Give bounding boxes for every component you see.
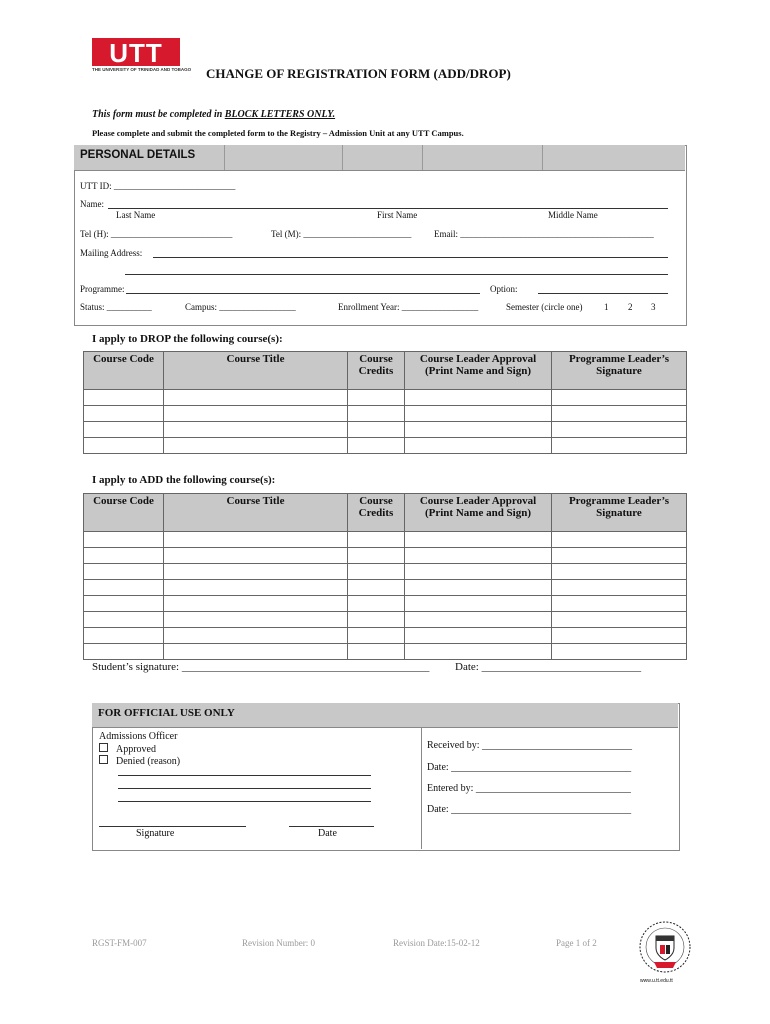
officer-date-line[interactable] (289, 826, 374, 827)
drop-courses-table (83, 351, 687, 454)
add-row (84, 548, 687, 564)
table-cell[interactable] (405, 628, 552, 644)
table-cell[interactable] (348, 644, 405, 660)
admissions-officer-label: Admissions Officer (99, 731, 178, 742)
form-code: RGST-FM-007 (92, 938, 147, 948)
entered-date-field[interactable]: Date: ____________________________________ (427, 804, 632, 815)
table-cell[interactable] (552, 564, 687, 580)
tel-home-field[interactable]: Tel (H): ___________________________ (80, 229, 233, 239)
table-cell[interactable] (552, 548, 687, 564)
utt-logo-subtitle: THE UNIVERSITY OF TRINIDAD AND TOBAGO (92, 67, 192, 72)
table-cell[interactable] (552, 532, 687, 548)
denied-option[interactable] (99, 755, 180, 767)
submit-instructions: Please complete and submit the completed form to the Registry – Admission Unit at any UTT Campus. (92, 128, 464, 138)
table-cell[interactable] (552, 422, 687, 438)
semester-option-2[interactable]: 2 (628, 302, 633, 312)
table-cell[interactable] (405, 390, 552, 406)
table-cell[interactable] (348, 596, 405, 612)
name-field[interactable] (108, 208, 668, 209)
revision-date: Revision Date:15-02-12 (393, 938, 480, 948)
option-label: Option: (490, 284, 518, 294)
table-cell[interactable] (348, 564, 405, 580)
table-cell[interactable] (84, 596, 164, 612)
table-cell[interactable] (164, 438, 348, 454)
form-title: CHANGE OF REGISTRATION FORM (ADD/DROP) (206, 66, 511, 81)
received-by-field[interactable]: Received by: ______________________________ (427, 740, 632, 751)
last-name-caption: Last Name (116, 210, 156, 220)
add-row (84, 580, 687, 596)
add-row (84, 596, 687, 612)
table-cell[interactable] (84, 644, 164, 660)
entered-by-field[interactable]: Entered by: _______________________________ (427, 783, 631, 794)
revision-number: Revision Number: 0 (242, 938, 315, 948)
first-name-caption: First Name (377, 210, 418, 220)
table-cell[interactable] (405, 596, 552, 612)
seal-emblem-icon (636, 918, 694, 980)
add-row (84, 532, 687, 548)
received-date-field[interactable]: Date: ____________________________________ (427, 762, 632, 773)
table-cell[interactable] (84, 564, 164, 580)
email-field[interactable]: Email: ___________________________________________ (434, 229, 654, 239)
officer-signature-line[interactable] (99, 826, 246, 827)
signature-caption: Signature (136, 828, 175, 839)
table-cell[interactable] (164, 612, 348, 628)
table-cell[interactable] (552, 438, 687, 454)
table-cell[interactable] (164, 548, 348, 564)
denied-reason-line-1[interactable] (118, 775, 371, 776)
table-cell[interactable] (164, 644, 348, 660)
table-cell[interactable] (84, 390, 164, 406)
drop-col-course-title: Course Title (164, 352, 348, 390)
table-cell[interactable] (405, 532, 552, 548)
table-cell[interactable] (405, 612, 552, 628)
checkbox-icon[interactable] (99, 755, 108, 764)
add-col-programme-leader-signature: Programme Leader’s Signature (552, 494, 687, 532)
date-caption: Date (318, 828, 337, 839)
approved-label: Approved (116, 744, 156, 755)
table-cell[interactable] (405, 564, 552, 580)
add-row (84, 612, 687, 628)
add-courses-table (83, 493, 687, 660)
semester-option-3[interactable]: 3 (651, 302, 656, 312)
table-cell[interactable] (164, 596, 348, 612)
drop-col-course-leader-approval: Course Leader Approval (Print Name and Sign) (405, 352, 552, 390)
mailing-address-field[interactable] (153, 257, 668, 258)
add-col-course-code: Course Code (84, 494, 164, 532)
table-cell[interactable] (164, 406, 348, 422)
table-cell[interactable] (552, 644, 687, 660)
table-cell[interactable] (164, 390, 348, 406)
programme-label: Programme: (80, 284, 125, 294)
table-cell[interactable] (405, 406, 552, 422)
drop-col-programme-leader-signature: Programme Leader’s Signature (552, 352, 687, 390)
table-cell[interactable] (552, 596, 687, 612)
checkbox-icon[interactable] (99, 743, 108, 752)
drop-col-course-code: Course Code (84, 352, 164, 390)
table-cell[interactable] (348, 422, 405, 438)
utt-id-field[interactable]: UTT ID: ___________________________ (80, 181, 236, 191)
name-label: Name: (80, 199, 104, 209)
middle-name-caption: Middle Name (548, 210, 598, 220)
table-cell[interactable] (348, 406, 405, 422)
block-letters-note: This form must be completed in BLOCK LETTERS ONLY. (92, 109, 336, 120)
personal-details-heading: PERSONAL DETAILS (80, 149, 196, 161)
official-use-header (92, 703, 678, 728)
table-cell[interactable] (164, 580, 348, 596)
drop-row (84, 390, 687, 406)
table-cell[interactable] (552, 580, 687, 596)
table-cell[interactable] (84, 548, 164, 564)
student-signature-field[interactable]: Student’s signature: _____________________________________________ (92, 661, 430, 673)
denied-reason-line-2[interactable] (118, 788, 371, 789)
denied-label: Denied (reason) (116, 756, 181, 767)
page-number: Page 1 of 2 (556, 938, 597, 948)
table-cell[interactable] (348, 438, 405, 454)
table-cell[interactable] (84, 422, 164, 438)
table-cell[interactable] (552, 612, 687, 628)
semester-label: Semester (circle one) (506, 302, 583, 312)
table-cell[interactable] (348, 548, 405, 564)
tel-mobile-field[interactable]: Tel (M): ________________________ (271, 229, 412, 239)
table-cell[interactable] (164, 532, 348, 548)
table-cell[interactable] (552, 628, 687, 644)
table-cell[interactable] (84, 532, 164, 548)
drop-col-course-credits: Course Credits (348, 352, 405, 390)
utt-seal (636, 918, 694, 988)
table-cell[interactable] (348, 532, 405, 548)
add-row (84, 644, 687, 660)
denied-reason-line-3[interactable] (118, 801, 371, 802)
student-date-field[interactable]: Date: _____________________________ (455, 661, 642, 673)
mailing-address-label: Mailing Address: (80, 248, 143, 258)
campus-field[interactable]: Campus: _________________ (185, 302, 296, 312)
table-cell[interactable] (552, 406, 687, 422)
table-cell[interactable] (405, 580, 552, 596)
table-cell[interactable] (348, 580, 405, 596)
add-row (84, 564, 687, 580)
enrollment-year-field[interactable]: Enrollment Year: _________________ (338, 302, 479, 312)
table-cell[interactable] (84, 612, 164, 628)
add-col-course-leader-approval: Course Leader Approval (Print Name and Sign) (405, 494, 552, 532)
table-cell[interactable] (84, 580, 164, 596)
drop-row (84, 422, 687, 438)
seal-url: www.u.tt.edu.tt (640, 978, 673, 984)
table-cell[interactable] (164, 628, 348, 644)
drop-row (84, 406, 687, 422)
table-cell[interactable] (348, 612, 405, 628)
add-col-course-credits: Course Credits (348, 494, 405, 532)
personal-details-header (74, 145, 685, 171)
table-cell[interactable] (405, 644, 552, 660)
semester-option-1[interactable]: 1 (604, 302, 609, 312)
status-field[interactable]: Status: __________ (80, 302, 152, 312)
table-cell[interactable] (405, 548, 552, 564)
mailing-address-field-2[interactable] (125, 274, 668, 275)
official-divider (421, 728, 422, 849)
table-cell[interactable] (84, 628, 164, 644)
table-cell[interactable] (405, 438, 552, 454)
table-cell[interactable] (348, 390, 405, 406)
table-cell[interactable] (552, 390, 687, 406)
add-heading: I apply to ADD the following course(s): (92, 474, 276, 486)
add-col-course-title: Course Title (164, 494, 348, 532)
programme-field[interactable] (126, 293, 480, 294)
drop-heading: I apply to DROP the following course(s): (92, 333, 283, 345)
table-cell[interactable] (84, 406, 164, 422)
table-cell[interactable] (348, 628, 405, 644)
table-cell[interactable] (84, 438, 164, 454)
table-cell[interactable] (164, 422, 348, 438)
drop-row (84, 438, 687, 454)
table-cell[interactable] (164, 564, 348, 580)
approved-option[interactable] (99, 743, 156, 755)
utt-logo: UTT (92, 38, 180, 66)
table-cell[interactable] (405, 422, 552, 438)
official-use-heading: FOR OFFICIAL USE ONLY (98, 707, 235, 719)
option-field[interactable] (538, 293, 668, 294)
add-row (84, 628, 687, 644)
